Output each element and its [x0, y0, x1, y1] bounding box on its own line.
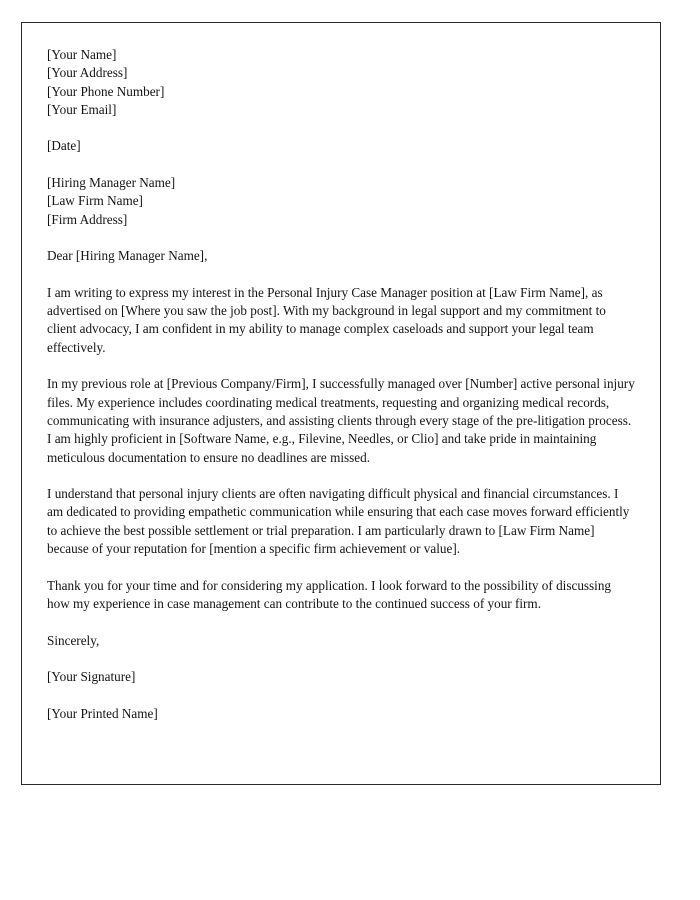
- body-paragraph-4: Thank you for your time and for considering my application. I look forward to the possibility of discussing how my experience in case management can contribute to the continued success of your firm.: [47, 577, 612, 611]
- sender-phone: [Your Phone Number]: [47, 83, 165, 99]
- date-block: [47, 137, 636, 155]
- valediction: [47, 632, 636, 650]
- sender-address-block: [47, 46, 636, 119]
- signature-placeholder: [Your Signature]: [47, 669, 136, 685]
- letter-content: [47, 46, 636, 723]
- printed-name-placeholder: [Your Printed Name]: [47, 705, 158, 721]
- body-paragraph-1: I am writing to express my interest in the Personal Injury Case Manager position at [Law Firm Name], as advertised on [Where you saw the job post]. With my background in legal support and my commitment to client advocacy, I am confident in my ability to manage complex caseloads and support your legal team effectively.: [47, 284, 606, 355]
- salutation-text: Dear [Hiring Manager Name],: [47, 248, 208, 264]
- valediction-text: Sincerely,: [47, 632, 100, 648]
- body-paragraph-2: In my previous role at [Previous Company/Firm], I successfully managed over [Number] active personal injury files. My experience includes coordinating medical treatments, requesting and organizing medical records, communicating with insurance adjusters, and assisting clients through every stage of the pre-litigation process. I am highly proficient in [Software Name, e.g., Filevine, Needles, or Clio] and take pride in maintaining meticulous documentation to ensure no deadlines are missed.: [47, 376, 635, 465]
- letter-date: [Date]: [47, 138, 81, 154]
- body-paragraph-3: I understand that personal injury clients are often navigating difficult physical and financial circumstances. I am dedicated to providing empathetic communication while ensuring that each case moves forward efficiently to achieve the best possible settlement or trial preparation. I am particularly drawn to [Law Firm Name] because of your reputation for [mention a specific firm achievement or value].: [47, 486, 630, 557]
- recipient-address-block: [47, 174, 636, 229]
- signature-line: [47, 668, 636, 686]
- sender-name: [Your Name]: [47, 47, 117, 62]
- recipient-firm-address: [Firm Address]: [47, 211, 128, 227]
- salutation: [47, 247, 636, 265]
- printed-name-line: [47, 705, 636, 723]
- sender-email: [Your Email]: [47, 101, 117, 117]
- sender-address: [Your Address]: [47, 65, 128, 81]
- letter-page: [21, 22, 661, 785]
- recipient-manager-name: [Hiring Manager Name]: [47, 175, 176, 191]
- recipient-firm-name: [Law Firm Name]: [47, 193, 143, 209]
